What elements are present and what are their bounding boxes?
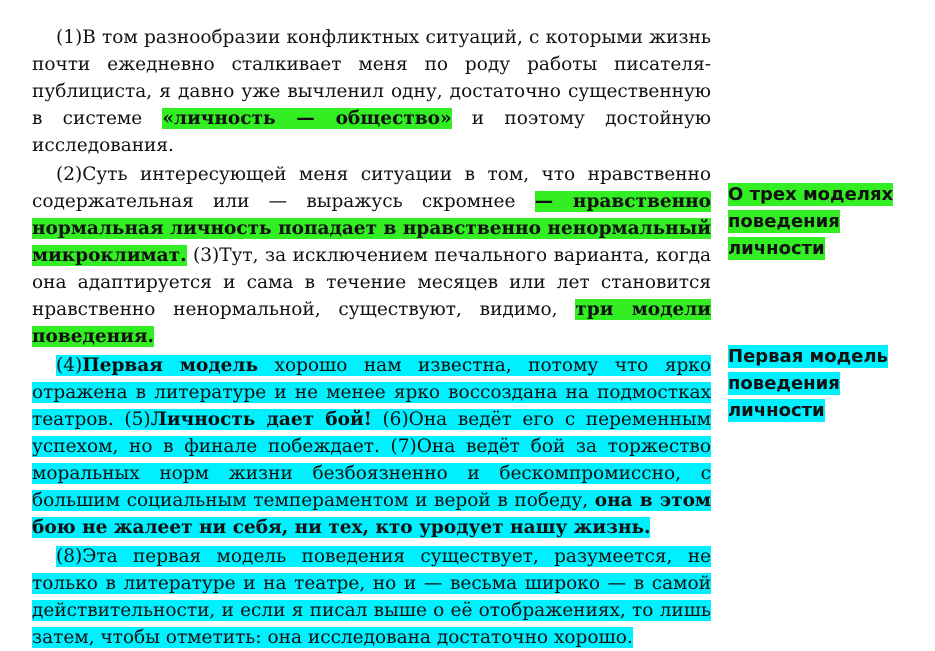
p3-bold-first-model: Первая модель [82, 355, 259, 376]
p2-text-b: (3)Тут, за исключением печального варианта, когда она адаптируется и сама в течение месяцев или лет становится нравственно ненормальной, существуют, видимо, [32, 245, 711, 320]
paragraph-3 [32, 352, 711, 541]
p2-text-a: (2)Суть интересующей меня ситуации в том, что нравственно содержательная или — выражусь скромнее [32, 164, 711, 212]
p3-bold-gives-battle: Личность дает бой! [150, 409, 372, 430]
highlight-personality-society: «личность — общество» [162, 108, 452, 129]
p1-text-a: (1)В том разнообразии конфликтных ситуаций, с которыми жизнь почти ежедневно сталкивает меня по роду работы писателя-публициста, я давно уже вычленил одну, достаточно существенную в системе [32, 27, 711, 129]
p1-text-b: и поэтому достойную исследования. [32, 108, 711, 156]
paragraph-4 [32, 543, 711, 651]
highlight-three-models: три модели поведения. [32, 299, 712, 347]
margin-note-three-models [728, 181, 900, 262]
p3-text-b: (6)Она ведёт его с переменным успехом, но в финале побеждает. (7)Она ведёт бой за торжество моральных норм жизни безбоязненно и бескомпромиссно, с большим социальным темпераментом и верой в победу, [32, 409, 711, 511]
p3-bold-no-mercy: она в этом бою не жалеет ни себя, ни тех, кто уродует нашу жизнь. [32, 490, 711, 538]
essay-text [32, 24, 711, 651]
p4-text: (8)Эта первая модель поведения существует, разумеется, не только в литературе и на театре, но и — весьма широко — в самой действительности, и если я писал выше о её отображениях, то лишь затем, чтобы отметить: она исследована достаточно хорошо. [32, 546, 711, 648]
highlight-normal-personality: — нравственно нормальная личность попадает в нравственно ненормальный микроклимат. [32, 191, 712, 266]
p3-text-a: хорошо нам известна, потому что ярко отражена в литературе и не менее ярко воссоздана на подмостках театров. (5) [32, 355, 711, 430]
margin-note-first-model [728, 343, 900, 424]
paragraph-2 [32, 161, 711, 350]
margin-note-2-text: Первая модель поведения личности [728, 346, 888, 421]
margin-note-1-text: О трех моделях поведения личности [728, 184, 894, 259]
p3-number: (4) [56, 355, 83, 376]
paragraph-1 [32, 24, 711, 159]
